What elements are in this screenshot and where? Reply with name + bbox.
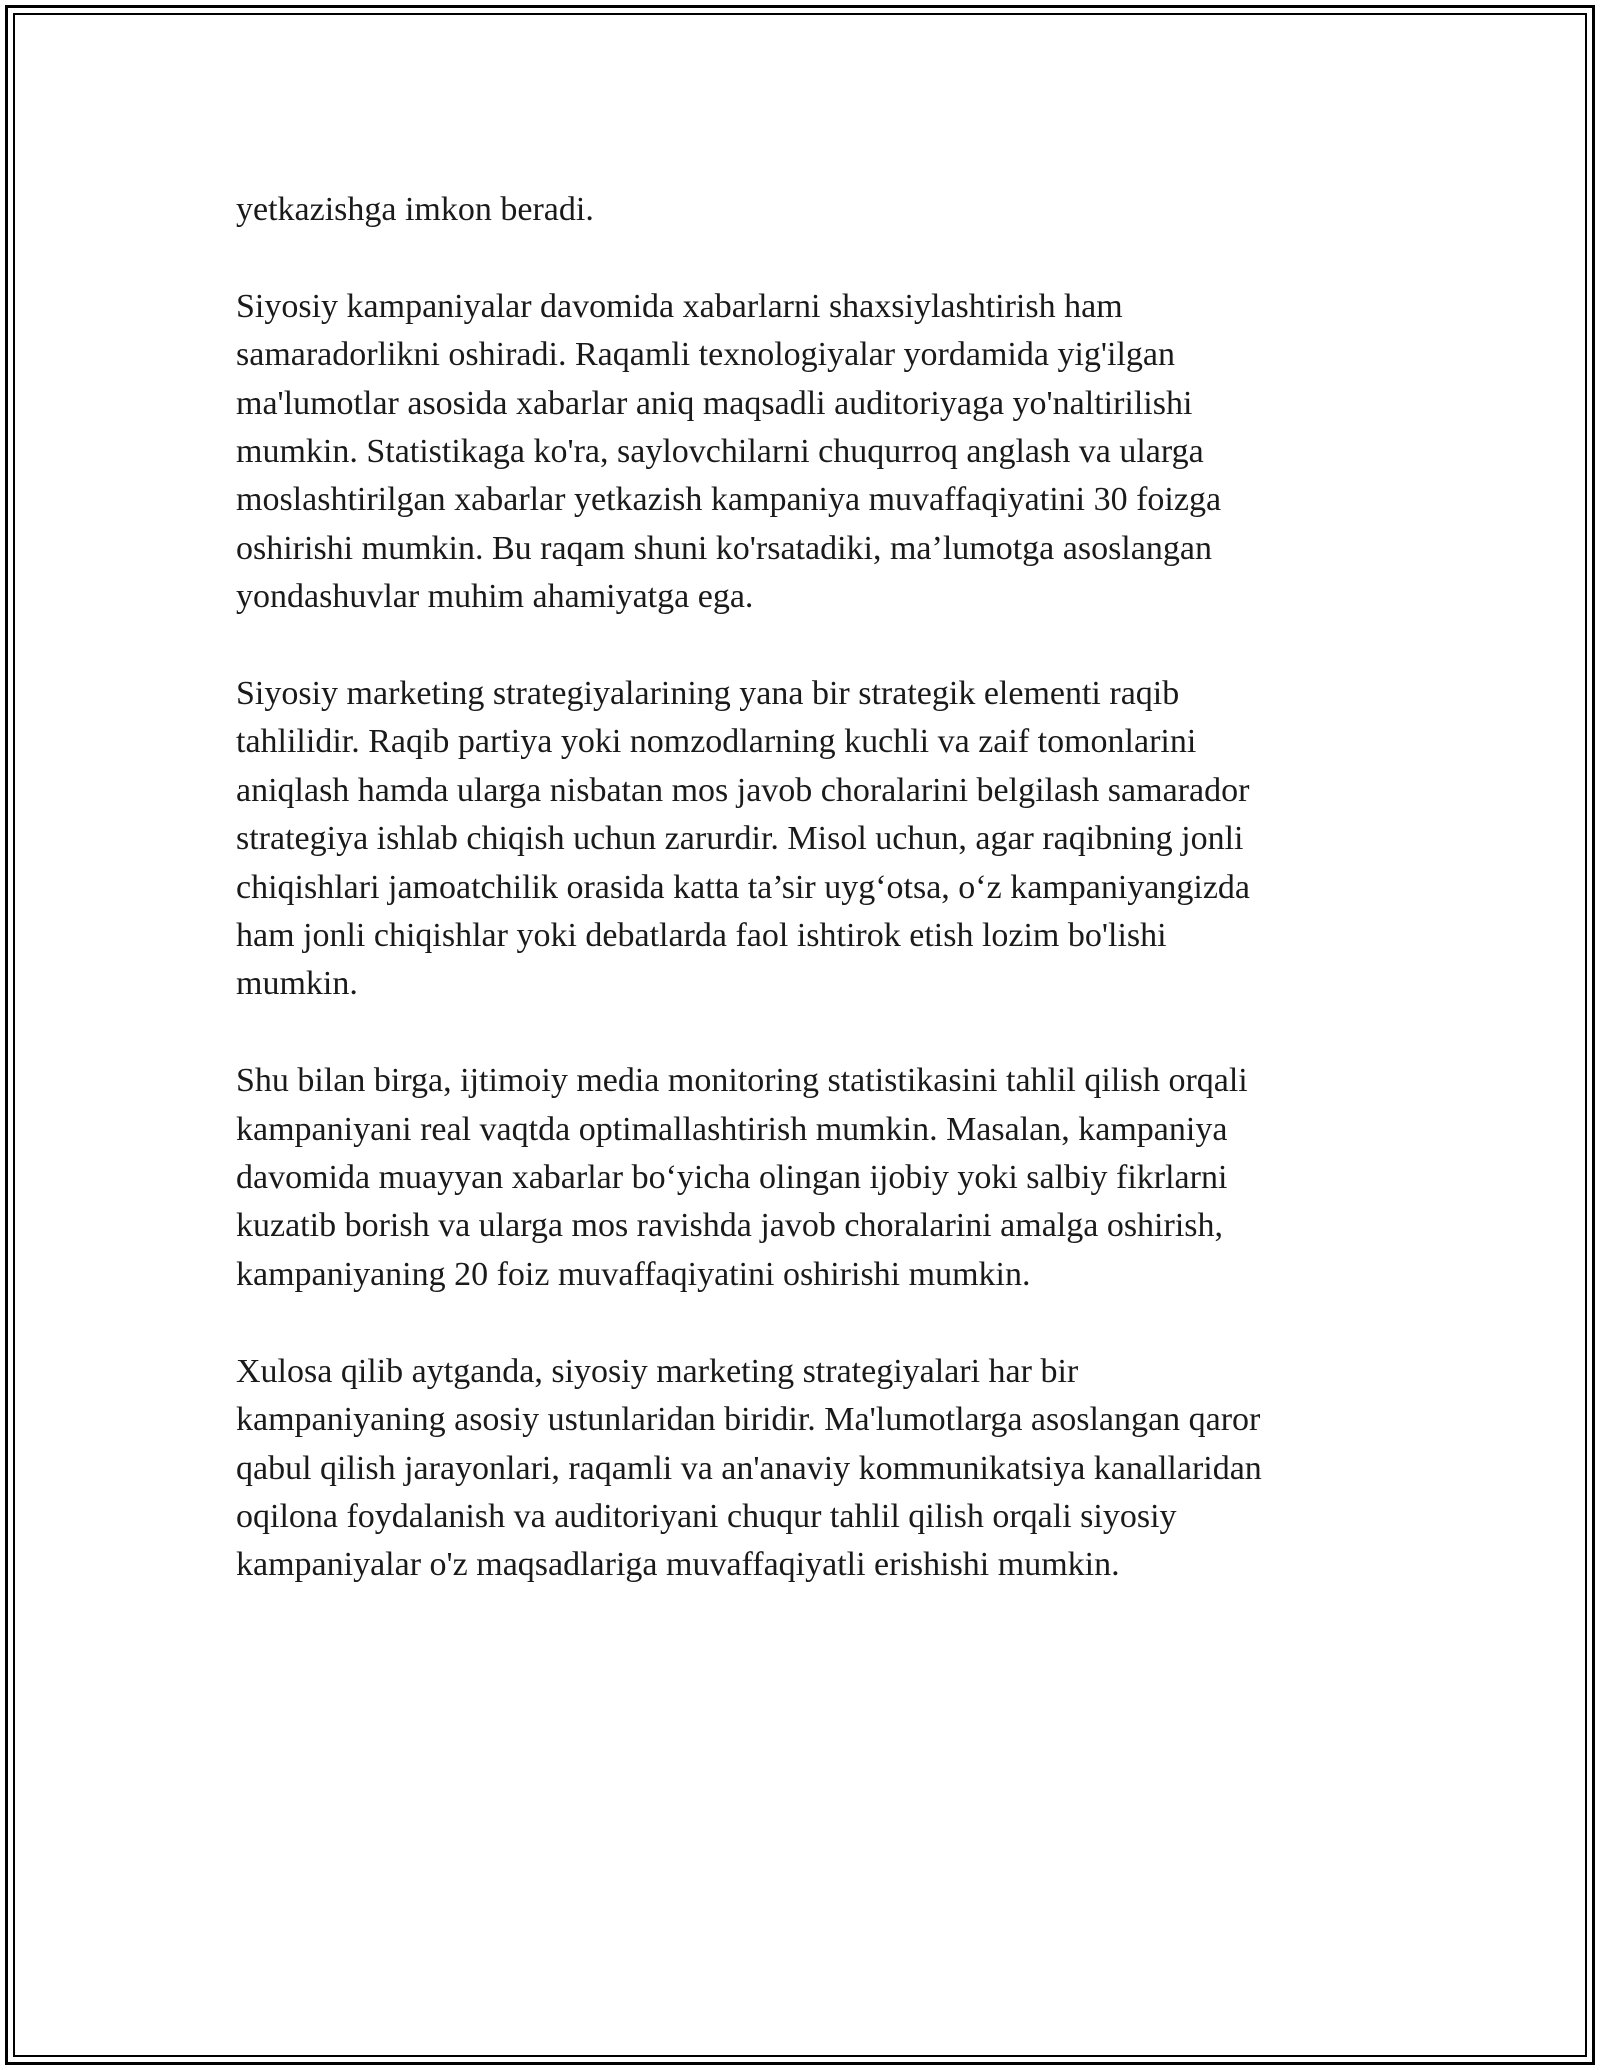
text-line: Siyosiy marketing strategiyalarining yana bir strategik elementi raqib — [236, 675, 1180, 713]
paragraph — [236, 1057, 1376, 1299]
paragraph — [236, 283, 1376, 622]
text-line: davomida muayyan xabarlar bo‘yicha olingan ijobiy yoki salbiy fikrlarni — [236, 1159, 1228, 1197]
text-line: qabul qilish jarayonlari, raqamli va an'anaviy kommunikatsiya kanallaridan — [236, 1449, 1262, 1487]
text-line: Siyosiy kampaniyalar davomida xabarlarni shaxsiylashtirish ham — [236, 287, 1123, 325]
paragraph — [236, 670, 1376, 1009]
text-line: kampaniyaning 20 foiz muvaffaqiyatini oshirishi mumkin. — [236, 1255, 1031, 1293]
text-line: oqilona foydalanish va auditoriyani chuqur tahlil qilish orqali siyosiy — [236, 1497, 1177, 1535]
text-line: mumkin. — [236, 965, 358, 1003]
text-line: ham jonli chiqishlar yoki debatlarda faol ishtirok etish lozim bo'lishi — [236, 917, 1167, 955]
text-line: strategiya ishlab chiqish uchun zarurdir. Misol uchun, agar raqibning jonli — [236, 820, 1244, 858]
text-line: yetkazishga imkon beradi. — [236, 191, 594, 228]
text-line: Shu bilan birga, ijtimoiy media monitoring statistikasini tahlil qilish orqali — [236, 1062, 1248, 1100]
text-line: samaradorlikni oshiradi. Raqamli texnologiyalar yordamida yig'ilgan — [236, 336, 1176, 374]
text-line: mumkin. Statistikaga ko'ra, saylovchilarni chuqurroq anglash va ularga — [236, 433, 1204, 471]
paragraph — [236, 186, 1376, 234]
text-line: kampaniyalar o'z maqsadlariga muvaffaqiyatli erishishi mumkin. — [236, 1546, 1120, 1584]
text-line: kampaniyani real vaqtda optimallashtirish mumkin. Masalan, kampaniya — [236, 1110, 1228, 1148]
text-line: kampaniyaning asosiy ustunlaridan biridir. Ma'lumotlarga asoslangan qaror — [236, 1401, 1261, 1439]
paragraph — [236, 1348, 1376, 1590]
text-line: moslashtirilgan xabarlar yetkazish kampaniya muvaffaqiyatini 30 foizga — [236, 481, 1222, 519]
document-body — [236, 186, 1376, 1638]
text-line: yondashuvlar muhim ahamiyatga ega. — [236, 578, 754, 616]
text-line: tahlilidir. Raqib partiya yoki nomzodlarning kuchli va zaif tomonlarini — [236, 723, 1197, 761]
text-line: Xulosa qilib aytganda, siyosiy marketing strategiyalari har bir — [236, 1352, 1079, 1390]
text-line: ma'lumotlar asosida xabarlar aniq maqsadli auditoriyaga yo'naltirilishi — [236, 384, 1193, 422]
text-line: aniqlash hamda ularga nisbatan mos javob choralarini belgilash samarador — [236, 771, 1250, 809]
text-line: oshirishi mumkin. Bu raqam shuni ko'rsatadiki, ma’lumotga asoslangan — [236, 529, 1212, 567]
text-line: chiqishlari jamoatchilik orasida katta ta’sir uyg‘otsa, o‘z kampaniyangizda — [236, 868, 1251, 906]
text-line: kuzatib borish va ularga mos ravishda javob choralarini amalga oshirish, — [236, 1207, 1223, 1245]
